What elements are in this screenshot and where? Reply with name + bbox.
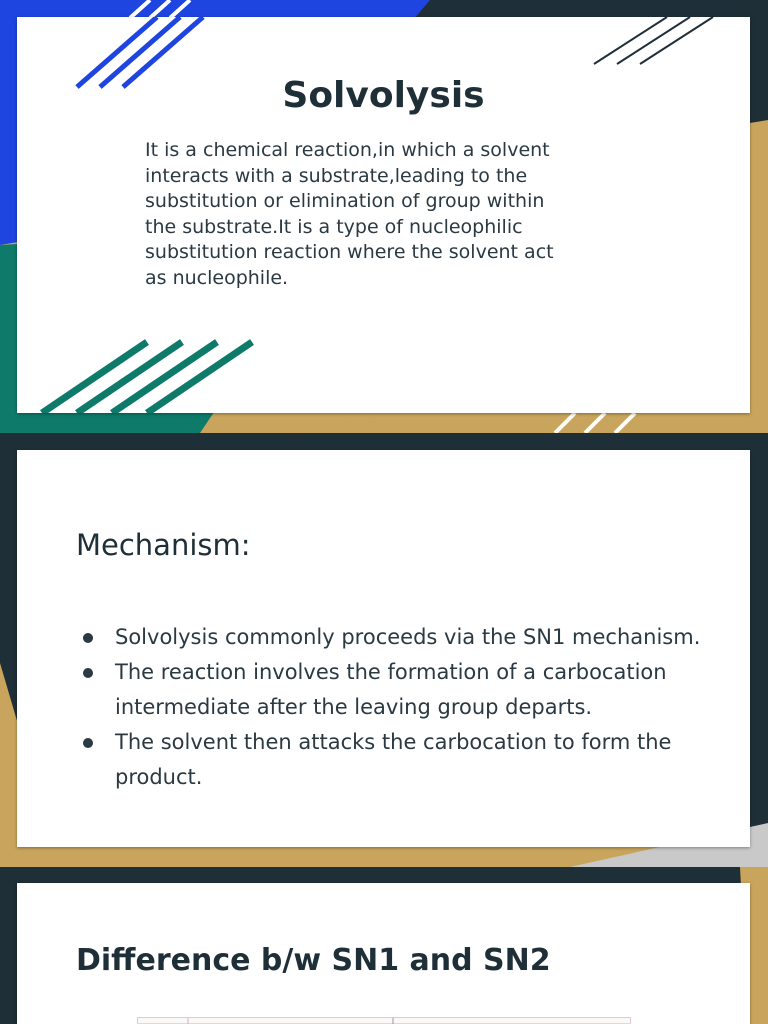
slide-card: [17, 450, 750, 847]
list-item: [77, 725, 727, 795]
list-item: [77, 655, 727, 725]
comparison-table-image: [137, 1017, 631, 1024]
definition-paragraph: It is a chemical reaction,in which a solvent interacts with a substrate,leading to the substitution or elimination of group within the substrate.It is a type of nucleophilic substitution reaction where the solvent act as nucleophile.: [145, 139, 554, 289]
bullet-icon: [83, 738, 93, 748]
bullet-text: The solvent then attacks the carbocation to form the product.: [115, 730, 672, 789]
table-grid-lines: [138, 1018, 630, 1024]
section-heading: Mechanism:: [76, 528, 251, 562]
bullet-text: The reaction involves the formation of a carbocation intermediate after the leaving group departs.: [115, 660, 667, 719]
bullet-icon: [83, 633, 93, 643]
bullet-text: Solvolysis commonly proceeds via the SN1 mechanism.: [115, 625, 701, 649]
slide-mechanism: [0, 433, 768, 867]
section-heading: Difference b/w SN1 and SN2: [76, 943, 551, 978]
slide-difference: [0, 867, 768, 1024]
slide-card: [17, 883, 750, 1024]
slide-title: Solvolysis: [282, 75, 485, 116]
slide-solvolysis: [0, 0, 768, 433]
list-item: [77, 620, 727, 655]
mechanism-bullet-list: [77, 620, 727, 795]
bullet-icon: [83, 668, 93, 678]
slide-card: [17, 17, 750, 413]
